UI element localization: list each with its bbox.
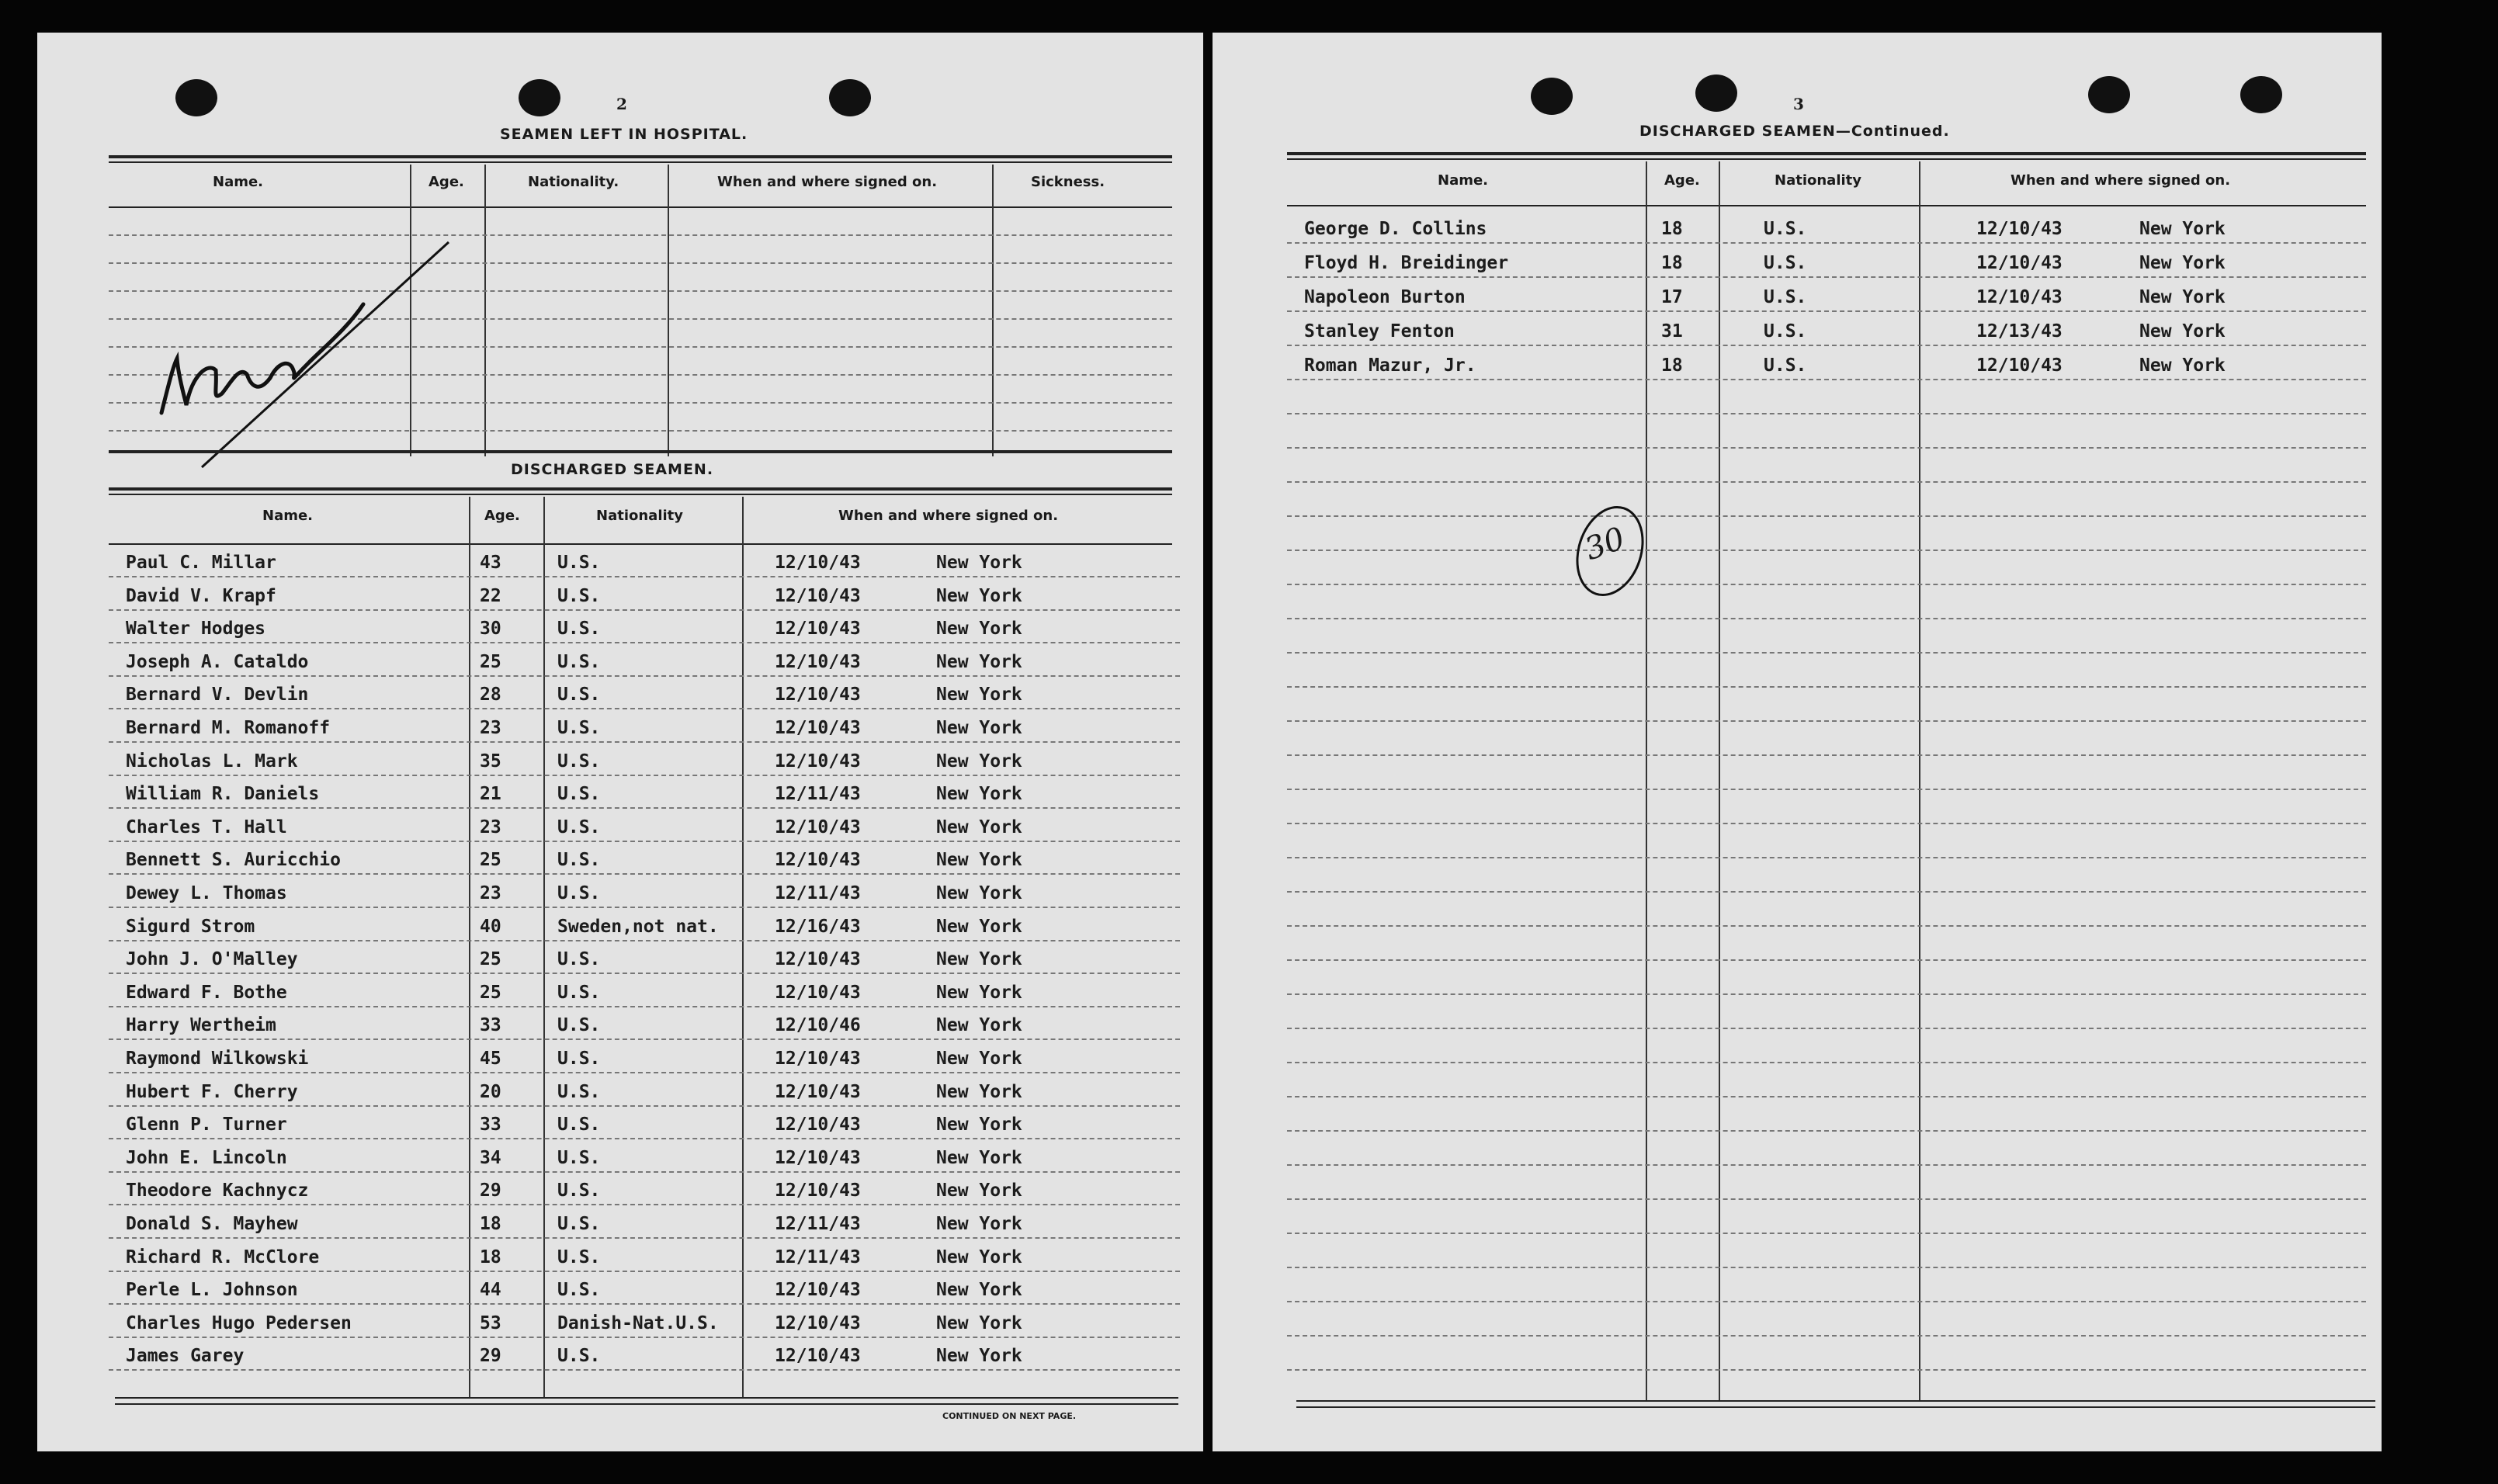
signed-on-place: New York	[936, 553, 1022, 573]
seaman-nationality: U.S.	[1764, 219, 1807, 239]
signed-on-date: 12/10/43	[775, 817, 861, 837]
signed-on-place: New York	[936, 1346, 1022, 1367]
punch-hole	[2088, 76, 2130, 113]
row-rule	[1287, 447, 2366, 449]
row-rule	[1287, 993, 2366, 995]
seaman-nationality: U.S.	[557, 651, 601, 672]
signed-on-date: 12/10/43	[775, 850, 861, 871]
seaman-nationality: U.S.	[557, 685, 601, 706]
discharged-col-name: Name.	[262, 508, 314, 524]
punch-hole	[829, 79, 871, 116]
row-rule	[109, 873, 1180, 875]
seaman-nationality: U.S.	[1764, 321, 1807, 342]
row-rule	[1287, 242, 2366, 244]
signed-on-place: New York	[936, 850, 1022, 871]
signed-on-place: New York	[936, 1049, 1022, 1069]
seaman-nationality: U.S.	[557, 1081, 601, 1102]
seaman-name: Napoleon Burton	[1304, 287, 1466, 307]
continued-col-age: Age.	[1664, 172, 1700, 189]
seaman-name: Hubert F. Cherry	[126, 1081, 298, 1102]
row-rule	[1287, 925, 2366, 927]
signed-on-place: New York	[936, 751, 1022, 771]
signed-on-date: 12/10/46	[775, 1015, 861, 1036]
hospital-col-nationality: Nationality.	[528, 174, 619, 190]
seaman-nationality: U.S.	[1764, 355, 1807, 376]
seaman-age: 18	[1661, 355, 1683, 376]
seaman-nationality: U.S.	[1764, 287, 1807, 307]
seaman-name: Joseph A. Cataldo	[126, 651, 309, 672]
seaman-name: Glenn P. Turner	[126, 1115, 287, 1136]
signed-on-date: 12/10/43	[775, 751, 861, 771]
row-rule	[1287, 1335, 2366, 1337]
seaman-age: 23	[480, 817, 501, 837]
row-rule	[109, 708, 1180, 709]
continued-col-nationality: Nationality	[1775, 172, 1861, 189]
row-rule	[1287, 720, 2366, 722]
page-number: 3	[1793, 95, 1804, 113]
hospital-col-sickness: Sickness.	[1031, 174, 1105, 190]
row-rule	[109, 675, 1180, 677]
seaman-name: Dewey L. Thomas	[126, 883, 287, 903]
seaman-nationality: U.S.	[557, 1246, 601, 1267]
seaman-age: 43	[480, 553, 501, 573]
row-rule	[1287, 310, 2366, 312]
signed-on-place: New York	[936, 1246, 1022, 1267]
seaman-nationality: U.S.	[557, 1181, 601, 1201]
seaman-age: 45	[480, 1049, 501, 1069]
seaman-name: Bennett S. Auricchio	[126, 850, 341, 871]
seaman-nationality: U.S.	[557, 850, 601, 871]
row-rule	[1287, 652, 2366, 654]
signed-on-date: 12/10/43	[775, 1346, 861, 1367]
punch-hole	[2240, 76, 2282, 113]
seaman-age: 17	[1661, 287, 1683, 307]
row-rule	[109, 1138, 1180, 1139]
seaman-name: Richard R. McClore	[126, 1246, 320, 1267]
signed-on-place: New York	[936, 1181, 1022, 1201]
signed-on-date: 12/10/43	[775, 949, 861, 970]
signed-on-date: 12/10/43	[775, 982, 861, 1003]
row-rule	[1287, 550, 2366, 551]
seaman-nationality: U.S.	[557, 1115, 601, 1136]
row-rule	[109, 907, 1180, 908]
signed-on-place: New York	[936, 619, 1022, 640]
handwritten-none-mark	[130, 211, 456, 478]
row-rule	[1287, 1096, 2366, 1097]
seaman-name: Bernard V. Devlin	[126, 685, 309, 706]
signed-on-place: New York	[2139, 355, 2226, 376]
signed-on-date: 12/10/43	[775, 553, 861, 573]
seaman-name: David V. Krapf	[126, 585, 276, 606]
row-rule	[1287, 1028, 2366, 1029]
signed-on-place: New York	[2139, 321, 2226, 342]
signed-on-place: New York	[936, 585, 1022, 606]
signed-on-place: New York	[936, 883, 1022, 903]
seaman-nationality: U.S.	[557, 949, 601, 970]
row-rule	[109, 1072, 1180, 1073]
discharged-col-age: Age.	[484, 508, 520, 524]
page-number: 2	[616, 95, 627, 113]
signed-on-date: 12/10/43	[1976, 355, 2063, 376]
signed-on-date: 12/10/43	[1976, 287, 2063, 307]
row-rule	[1287, 789, 2366, 790]
seaman-age: 18	[1661, 219, 1683, 239]
row-rule	[1287, 413, 2366, 414]
seaman-age: 35	[480, 751, 501, 771]
seaman-age: 18	[480, 1246, 501, 1267]
signed-on-date: 12/10/43	[775, 651, 861, 672]
signed-on-place: New York	[936, 685, 1022, 706]
row-rule	[1287, 1369, 2366, 1371]
signed-on-date: 12/10/43	[775, 685, 861, 706]
signed-on-place: New York	[936, 784, 1022, 805]
continued-col-name: Name.	[1438, 172, 1489, 189]
signed-on-place: New York	[936, 651, 1022, 672]
signed-on-place: New York	[936, 1214, 1022, 1234]
seaman-age: 23	[480, 718, 501, 738]
signed-on-date: 12/10/43	[775, 619, 861, 640]
seaman-name: William R. Daniels	[126, 784, 320, 805]
row-rule	[1287, 1301, 2366, 1302]
seaman-age: 44	[480, 1280, 501, 1301]
hospital-col-signed-on: When and where signed on.	[717, 174, 938, 190]
seaman-name: Charles Hugo Pedersen	[126, 1312, 352, 1333]
seaman-name: George D. Collins	[1304, 219, 1487, 239]
row-rule	[1287, 276, 2366, 278]
signed-on-date: 12/13/43	[1976, 321, 2063, 342]
seaman-nationality: U.S.	[1764, 253, 1807, 273]
signed-on-place: New York	[936, 982, 1022, 1003]
seaman-age: 30	[480, 619, 501, 640]
row-rule	[1287, 1233, 2366, 1234]
seaman-nationality: U.S.	[557, 1015, 601, 1036]
seaman-age: 33	[480, 1115, 501, 1136]
row-rule	[1287, 1198, 2366, 1200]
seaman-age: 34	[480, 1147, 501, 1168]
seaman-age: 25	[480, 949, 501, 970]
seaman-nationality: U.S.	[557, 619, 601, 640]
signed-on-place: New York	[936, 1147, 1022, 1168]
signed-on-date: 12/10/43	[775, 718, 861, 738]
discharged-col-nationality: Nationality	[596, 508, 683, 524]
row-rule	[1287, 891, 2366, 893]
row-rule	[1287, 1130, 2366, 1132]
seaman-nationality: U.S.	[557, 1346, 601, 1367]
signed-on-date: 12/11/43	[775, 1214, 861, 1234]
continued-col-signed-on: When and where signed on.	[2011, 172, 2231, 189]
punch-hole	[1695, 75, 1737, 112]
seaman-age: 21	[480, 784, 501, 805]
right-page	[1213, 33, 2382, 1451]
discharged-col-signed-on: When and where signed on.	[838, 508, 1059, 524]
seaman-age: 23	[480, 883, 501, 903]
signed-on-date: 12/11/43	[775, 883, 861, 903]
signed-on-place: New York	[936, 916, 1022, 937]
seaman-name: Walter Hodges	[126, 619, 266, 640]
row-rule	[109, 1204, 1180, 1205]
hospital-col-name: Name.	[213, 174, 264, 190]
seaman-age: 25	[480, 982, 501, 1003]
signed-on-date: 12/16/43	[775, 916, 861, 937]
punch-hole	[1531, 78, 1573, 115]
signed-on-date: 12/11/43	[775, 1246, 861, 1267]
seaman-name: Stanley Fenton	[1304, 321, 1455, 342]
row-rule	[1287, 754, 2366, 756]
seaman-age: 40	[480, 916, 501, 937]
seaman-age: 29	[480, 1346, 501, 1367]
seaman-nationality: U.S.	[557, 1280, 601, 1301]
row-rule	[109, 1171, 1180, 1173]
row-rule	[109, 1006, 1180, 1007]
seaman-age: 22	[480, 585, 501, 606]
signed-on-place: New York	[936, 1312, 1022, 1333]
signed-on-place: New York	[936, 1015, 1022, 1036]
row-rule	[1287, 379, 2366, 380]
row-rule	[109, 1038, 1180, 1040]
seaman-name: Bernard M. Romanoff	[126, 718, 331, 738]
row-rule	[109, 973, 1180, 974]
seaman-nationality: U.S.	[557, 585, 601, 606]
row-rule	[1287, 481, 2366, 483]
signed-on-date: 12/10/43	[775, 1115, 861, 1136]
row-rule	[109, 576, 1180, 577]
seaman-name: Roman Mazur, Jr.	[1304, 355, 1476, 376]
signed-on-date: 12/11/43	[775, 784, 861, 805]
seaman-name: Edward F. Bothe	[126, 982, 287, 1003]
row-rule	[1287, 1164, 2366, 1166]
row-rule	[1287, 515, 2366, 517]
signed-on-place: New York	[2139, 219, 2226, 239]
row-rule	[1287, 686, 2366, 688]
seaman-age: 20	[480, 1081, 501, 1102]
seaman-nationality: Sweden,not nat.	[557, 916, 719, 937]
seaman-name: Nicholas L. Mark	[126, 751, 298, 771]
row-rule	[109, 940, 1180, 941]
row-rule	[109, 807, 1180, 809]
row-rule	[109, 775, 1180, 776]
seaman-nationality: U.S.	[557, 1147, 601, 1168]
seaman-name: Donald S. Mayhew	[126, 1214, 298, 1234]
row-rule	[109, 1337, 1180, 1338]
seaman-nationality: U.S.	[557, 718, 601, 738]
signed-on-place: New York	[936, 718, 1022, 738]
seaman-name: Perle L. Johnson	[126, 1280, 298, 1301]
row-rule	[109, 741, 1180, 743]
seaman-name: Theodore Kachnycz	[126, 1181, 309, 1201]
row-rule	[1287, 1267, 2366, 1268]
seaman-age: 29	[480, 1181, 501, 1201]
signed-on-date: 12/10/43	[775, 1280, 861, 1301]
seaman-age: 31	[1661, 321, 1683, 342]
seaman-nationality: Danish-Nat.U.S.	[557, 1312, 719, 1333]
seaman-name: Paul C. Millar	[126, 553, 276, 573]
signed-on-date: 12/10/43	[775, 1081, 861, 1102]
handwritten-count: 30	[1580, 520, 1630, 568]
seaman-name: Charles T. Hall	[126, 817, 287, 837]
signed-on-date: 12/10/43	[775, 1147, 861, 1168]
punch-hole	[175, 79, 217, 116]
signed-on-date: 12/10/43	[775, 1181, 861, 1201]
seaman-name: Raymond Wilkowski	[126, 1049, 309, 1069]
seaman-nationality: U.S.	[557, 817, 601, 837]
seaman-nationality: U.S.	[557, 982, 601, 1003]
seaman-nationality: U.S.	[557, 784, 601, 805]
row-rule	[109, 642, 1180, 643]
signed-on-place: New York	[936, 1081, 1022, 1102]
row-rule	[109, 1105, 1180, 1107]
row-rule	[109, 609, 1180, 611]
row-rule	[109, 1271, 1180, 1272]
row-rule	[1287, 823, 2366, 824]
discharged-section-title: DISCHARGED SEAMEN.	[511, 461, 714, 478]
punch-hole	[519, 79, 560, 116]
seaman-age: 18	[1661, 253, 1683, 273]
seaman-nationality: U.S.	[557, 751, 601, 771]
row-rule	[1287, 857, 2366, 858]
signed-on-date: 12/10/43	[775, 1312, 861, 1333]
signed-on-date: 12/10/43	[775, 1049, 861, 1069]
seaman-age: 25	[480, 651, 501, 672]
row-rule	[1287, 618, 2366, 619]
row-rule	[109, 1369, 1180, 1371]
seaman-age: 18	[480, 1214, 501, 1234]
continued-note: CONTINUED ON NEXT PAGE.	[942, 1411, 1077, 1421]
hospital-section-title: SEAMEN LEFT IN HOSPITAL.	[500, 126, 748, 143]
signed-on-place: New York	[936, 817, 1022, 837]
seaman-name: Sigurd Strom	[126, 916, 255, 937]
row-rule	[109, 1237, 1180, 1239]
seaman-name: John E. Lincoln	[126, 1147, 287, 1168]
seaman-name: James Garey	[126, 1346, 245, 1367]
seaman-name: Floyd H. Breidinger	[1304, 253, 1509, 273]
signed-on-place: New York	[936, 1115, 1022, 1136]
signed-on-place: New York	[936, 1280, 1022, 1301]
row-rule	[1287, 584, 2366, 585]
signed-on-date: 12/10/43	[1976, 219, 2063, 239]
signed-on-date: 12/10/43	[775, 585, 861, 606]
signed-on-place: New York	[936, 949, 1022, 970]
seaman-age: 53	[480, 1312, 501, 1333]
seaman-nationality: U.S.	[557, 883, 601, 903]
seaman-name: Harry Wertheim	[126, 1015, 276, 1036]
signed-on-place: New York	[2139, 287, 2226, 307]
discharged-continued-title: DISCHARGED SEAMEN—Continued.	[1639, 123, 1950, 140]
hospital-col-age: Age.	[428, 174, 464, 190]
seaman-age: 33	[480, 1015, 501, 1036]
row-rule	[109, 1303, 1180, 1305]
seaman-nationality: U.S.	[557, 1049, 601, 1069]
seaman-age: 25	[480, 850, 501, 871]
row-rule	[1287, 1062, 2366, 1063]
row-rule	[1287, 959, 2366, 961]
seaman-name: John J. O'Malley	[126, 949, 298, 970]
seaman-nationality: U.S.	[557, 1214, 601, 1234]
seaman-age: 28	[480, 685, 501, 706]
left-page	[37, 33, 1203, 1451]
signed-on-date: 12/10/43	[1976, 253, 2063, 273]
row-rule	[109, 841, 1180, 842]
seaman-nationality: U.S.	[557, 553, 601, 573]
row-rule	[1287, 345, 2366, 346]
signed-on-place: New York	[2139, 253, 2226, 273]
